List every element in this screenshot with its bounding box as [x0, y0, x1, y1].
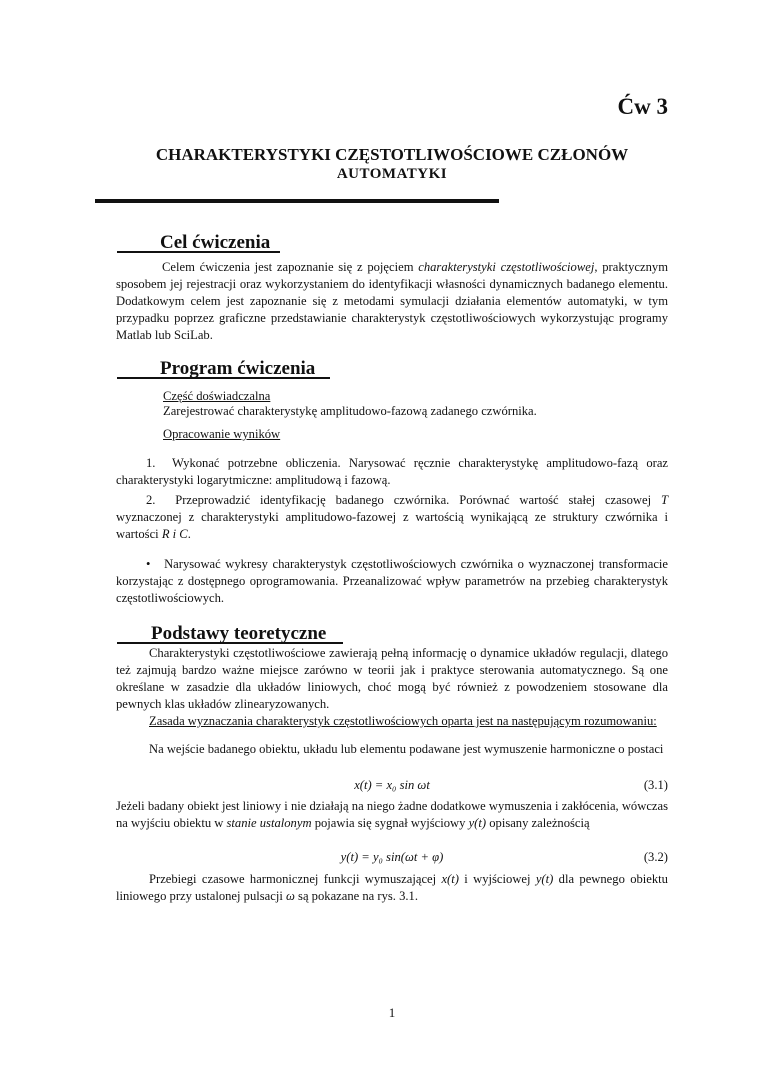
equation-formula: x(t) = x₀ sin ωt — [354, 778, 430, 792]
podstawy-paragraph-4: Jeżeli badany obiekt jest liniowy i nie działają na niego żadne dodatkowe wymuszenia i zakłócenia, wówczas na wyjściu obiektu w stanie ustalonym pojawia się sygnał wyjściowy y(t) opisany zależnością — [116, 799, 668, 830]
heading-cel: Cel ćwiczenia — [117, 232, 280, 254]
subheading-opracowanie: Opracowanie wyników — [163, 427, 281, 441]
equation-formula: y(t) = y₀ sin(ωt + φ) — [340, 850, 444, 864]
podstawy-paragraph-1: Charakterystyki częstotliwościowe zawierają pełną informację o dynamice układów regulacji, dlatego też zajmują bardzo ważne miejsce zarówno w teorii jak i praktyce sterowania automatycznego. Są one określane w zasadzie dla układów liniowych, choć mogą być również z powodzeniem stosowane dla pewnych klas układów zlinearyzowanych. — [116, 646, 668, 711]
list-item-1: 1. Wykonać potrzebne obliczenia. Narysować ręcznie charakterystykę amplitudowo-fazą oraz charakterystyki logarytmiczne: amplitudową i fazową. — [116, 456, 668, 487]
list-item-bullet: • Narysować wykresy charakterystyk częstotliwościowych czwórnika o wyznaczonej transformacie korzystając z dostępnego oprogramowania. Przeanalizować wpływ parametrów na przebieg charakterystyk częstotliwościowych. — [116, 557, 668, 605]
equation-number: (3.2) — [643, 850, 668, 864]
equation-3-2 — [116, 850, 668, 868]
title-line-1: CHARAKTERYSTYKI CZĘSTOTLIWOŚCIOWE CZŁONÓW — [155, 145, 629, 164]
podstawy-paragraph-2: Zasada wyznaczania charakterystyk częstotliwościowych oparta jest na następującym rozumowaniu: — [149, 714, 657, 728]
page-number: 1 — [388, 1005, 396, 1020]
title-rule — [95, 199, 499, 203]
cel-paragraph: Celem ćwiczenia jest zapoznanie się z pojęciem charakterystyki częstotliwościowej, praktycznym sposobem jej rejestracji oraz wykorzystaniem do identyfikacji własności dynamicznych badanego elementu. Dodatkowym celem jest zapoznanie się z metodami symulacji działania elementów automatyki, w tym przypadku poprzez graficzne przedstawianie charakterystyk częstotliwościowych wykorzystując programy Matlab lub SciLab. — [116, 260, 668, 342]
podstawy-paragraph-3: Na wejście badanego obiektu, układu lub elementu podawane jest wymuszenie harmoniczne o postaci — [149, 742, 664, 756]
podstawy-paragraph-5: Przebiegi czasowe harmonicznej funkcji wymuszającej x(t) i wyjściowej y(t) dla pewnego obiektu liniowego przy ustalonej pulsacji ω są pokazane na rys. 3.1. — [116, 872, 668, 903]
heading-program: Program ćwiczenia — [117, 358, 330, 380]
equation-3-1 — [116, 778, 668, 796]
doswiadczalna-text: Zarejestrować charakterystykę amplitudowo-fazową zadanego czwórnika. — [163, 404, 537, 418]
equation-number: (3.1) — [643, 778, 668, 792]
list-item-2: 2. Przeprowadzić identyfikację badanego czwórnika. Porównać wartość stałej czasowej T wyznaczonej z charakterystyki amplitudowo-fazowej z wartością wynikającą ze struktury czwórnika i wartości R i C. — [116, 493, 669, 541]
title-line-2: AUTOMATYKI — [336, 166, 448, 182]
exercise-number: Ćw 3 — [617, 94, 668, 119]
heading-podstawy: Podstawy teoretyczne — [117, 623, 343, 645]
subheading-doswiadczalna: Część doświadczalna — [163, 389, 271, 403]
bullet-icon: • — [146, 557, 151, 571]
